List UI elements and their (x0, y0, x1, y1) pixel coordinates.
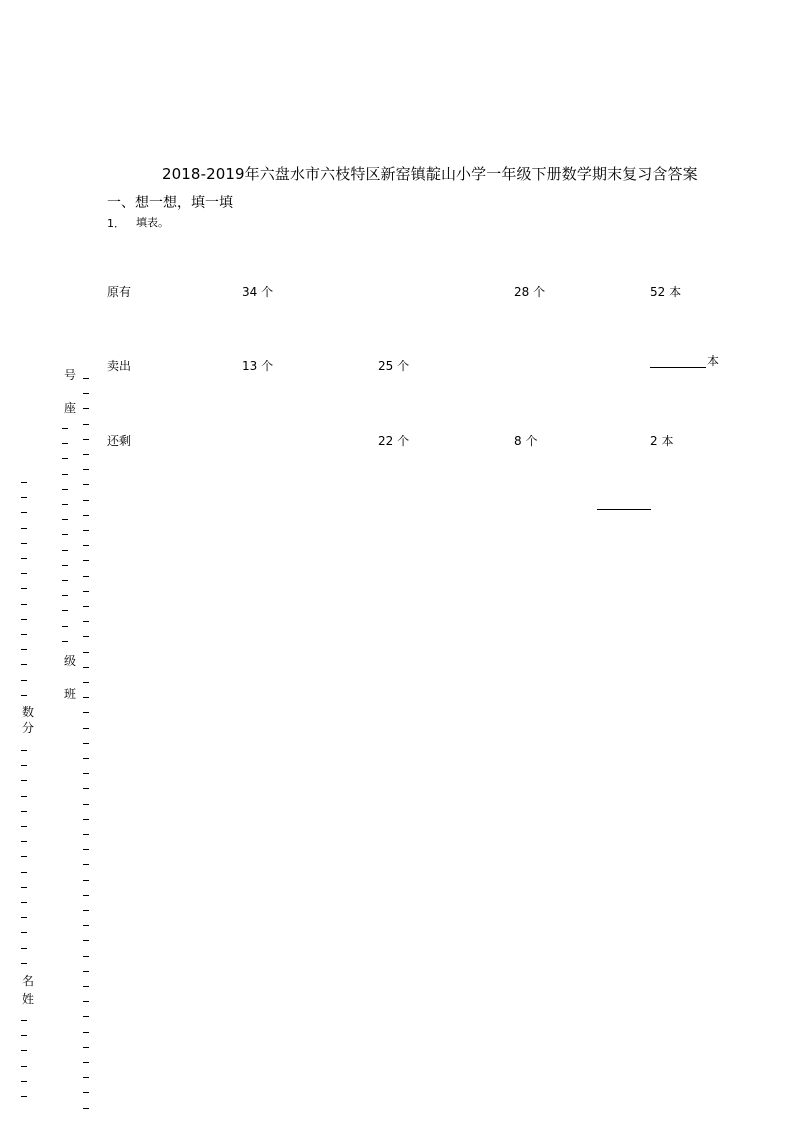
question-number: 1． (107, 217, 125, 230)
table-cell: 8 个 (514, 434, 538, 448)
cut-dash (62, 443, 68, 444)
cut-dash (62, 428, 68, 429)
binding-label: 座 (64, 401, 77, 415)
cut-dash (83, 804, 89, 805)
cut-dash (62, 534, 68, 535)
cut-dash (62, 458, 68, 459)
cut-dash (83, 925, 89, 926)
cut-dash (21, 902, 27, 903)
cut-dash (83, 728, 89, 729)
cut-dash (83, 1077, 89, 1078)
cut-dash (83, 560, 89, 561)
cut-dash (62, 595, 68, 596)
cut-dash (21, 750, 27, 751)
binding-label: 分 (22, 721, 35, 735)
cut-dash (83, 408, 89, 409)
cut-line (62, 428, 68, 648)
cut-line (21, 482, 27, 697)
cut-dash (83, 743, 89, 744)
cut-dash (21, 1020, 27, 1021)
cut-dash (83, 940, 89, 941)
cut-dash (62, 504, 68, 505)
cut-dash (21, 497, 27, 498)
row-label: 还剩 (107, 434, 132, 448)
cut-dash (21, 619, 27, 620)
cut-dash (83, 621, 89, 622)
cut-dash (83, 1016, 89, 1017)
binding-label: 数 (22, 705, 35, 719)
table-cell: 28 个 (514, 285, 546, 299)
cut-dash (62, 610, 68, 611)
cut-dash (21, 948, 27, 949)
cut-dash (21, 680, 27, 681)
cut-dash (21, 811, 27, 812)
cut-dash (83, 819, 89, 820)
cut-dash (83, 1032, 89, 1033)
cut-dash (21, 1081, 27, 1082)
cut-dash (83, 1062, 89, 1063)
cut-dash (21, 695, 27, 696)
table-cell: 本 (707, 354, 720, 368)
table-cell: 13 个 (242, 359, 274, 373)
cut-dash (83, 591, 89, 592)
cut-dash (83, 910, 89, 911)
binding-label: 号 (64, 368, 77, 382)
cut-dash (83, 1047, 89, 1048)
cut-dash (21, 482, 27, 483)
cut-dash (21, 634, 27, 635)
cut-dash (83, 576, 89, 577)
cut-dash (21, 963, 27, 964)
cut-dash (83, 545, 89, 546)
cut-dash (21, 1035, 27, 1036)
cut-dash (21, 543, 27, 544)
section-heading: 一、想一想，填一填 (107, 195, 233, 211)
cut-dash (83, 682, 89, 683)
cut-dash (62, 489, 68, 490)
question-text: 填表。 (136, 216, 169, 229)
cut-dash (21, 558, 27, 559)
table-cell: 25 个 (378, 359, 410, 373)
cut-dash (62, 550, 68, 551)
cut-dash (21, 512, 27, 513)
cut-dash (21, 664, 27, 665)
cut-dash (21, 872, 27, 873)
cut-dash (21, 841, 27, 842)
cut-dash (21, 1096, 27, 1097)
cut-dash (62, 626, 68, 627)
cut-line (83, 378, 89, 1118)
cut-dash (62, 519, 68, 520)
cut-dash (83, 469, 89, 470)
cut-dash (62, 565, 68, 566)
binding-label: 名 (22, 974, 35, 988)
cut-dash (83, 439, 89, 440)
cut-dash (83, 956, 89, 957)
cut-line (21, 750, 27, 970)
cut-dash (83, 515, 89, 516)
cut-dash (83, 880, 89, 881)
cut-dash (83, 986, 89, 987)
cut-dash (21, 588, 27, 589)
cut-dash (83, 454, 89, 455)
cut-dash (83, 500, 89, 501)
cut-dash (62, 474, 68, 475)
cut-dash (83, 1108, 89, 1109)
cut-dash (83, 530, 89, 531)
cut-dash (83, 788, 89, 789)
table-cell: 22 个 (378, 434, 410, 448)
cut-dash (83, 424, 89, 425)
cut-dash (21, 1050, 27, 1051)
cut-dash (83, 712, 89, 713)
cut-dash (83, 636, 89, 637)
cut-dash (21, 796, 27, 797)
cut-dash (21, 826, 27, 827)
cut-line (21, 1020, 27, 1104)
table-cell: 52 本 (650, 285, 682, 299)
table-cell: 2 本 (650, 434, 674, 448)
cut-dash (21, 528, 27, 529)
cut-dash (21, 573, 27, 574)
cut-dash (62, 641, 68, 642)
cut-dash (83, 849, 89, 850)
answer-blank[interactable] (597, 509, 651, 510)
row-label: 原有 (107, 285, 132, 299)
answer-blank[interactable] (650, 367, 706, 368)
cut-dash (21, 1066, 27, 1067)
cut-dash (83, 864, 89, 865)
table-cell: 34 个 (242, 285, 274, 299)
cut-dash (83, 773, 89, 774)
cut-dash (83, 652, 89, 653)
cut-dash (21, 887, 27, 888)
cut-dash (83, 758, 89, 759)
cut-dash (21, 917, 27, 918)
binding-label: 姓 (22, 992, 35, 1006)
cut-dash (21, 856, 27, 857)
cut-dash (21, 932, 27, 933)
cut-dash (83, 393, 89, 394)
cut-dash (83, 667, 89, 668)
cut-dash (83, 606, 89, 607)
cut-dash (83, 1001, 89, 1002)
page-title: 2018-2019年六盘水市六枝特区新窑镇靛山小学一年级下册数学期末复习含答案 (162, 165, 698, 183)
cut-dash (83, 697, 89, 698)
cut-dash (21, 604, 27, 605)
cut-dash (21, 780, 27, 781)
cut-dash (21, 649, 27, 650)
cut-dash (83, 895, 89, 896)
cut-dash (83, 484, 89, 485)
cut-dash (83, 834, 89, 835)
cut-dash (83, 1092, 89, 1093)
cut-dash (21, 765, 27, 766)
row-label: 卖出 (107, 359, 132, 373)
binding-label: 级 (64, 654, 77, 668)
cut-dash (83, 971, 89, 972)
cut-dash (62, 580, 68, 581)
binding-label: 班 (64, 687, 77, 701)
cut-dash (83, 378, 89, 379)
